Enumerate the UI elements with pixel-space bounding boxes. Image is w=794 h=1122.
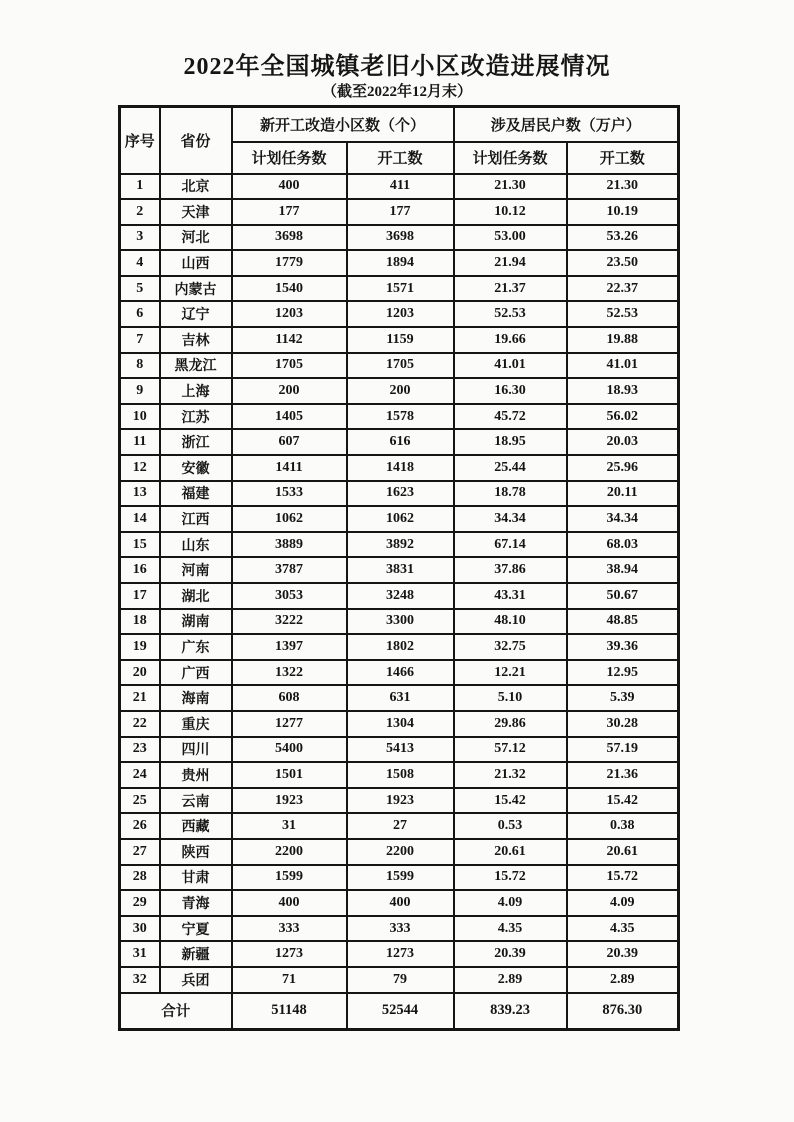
cell-plan-households: 34.34 — [454, 506, 567, 532]
cell-province: 四川 — [160, 737, 232, 763]
cell-start-count: 411 — [347, 174, 454, 200]
cell-plan-count: 608 — [232, 685, 347, 711]
table-row — [120, 557, 679, 583]
cell-province: 山东 — [160, 532, 232, 558]
table-row — [120, 967, 679, 993]
header-start-households: 开工数 — [567, 142, 679, 174]
cell-start-households: 15.42 — [567, 788, 679, 814]
cell-plan-households: 18.78 — [454, 481, 567, 507]
cell-province: 云南 — [160, 788, 232, 814]
cell-province: 河北 — [160, 225, 232, 251]
cell-plan-count: 400 — [232, 890, 347, 916]
cell-plan-count: 1779 — [232, 250, 347, 276]
cell-start-households: 18.93 — [567, 378, 679, 404]
header-seq: 序号 — [120, 107, 160, 174]
cell-province: 内蒙古 — [160, 276, 232, 302]
table-row — [120, 378, 679, 404]
cell-start-households: 4.35 — [567, 916, 679, 942]
cell-seq: 32 — [120, 967, 160, 993]
cell-start-households: 12.95 — [567, 660, 679, 686]
table-row — [120, 250, 679, 276]
cell-seq: 2 — [120, 199, 160, 225]
table-row — [120, 225, 679, 251]
cell-seq: 30 — [120, 916, 160, 942]
cell-start-households: 20.11 — [567, 481, 679, 507]
cell-plan-households: 19.66 — [454, 327, 567, 353]
cell-start-count: 79 — [347, 967, 454, 993]
table-row — [120, 327, 679, 353]
cell-start-households: 5.39 — [567, 685, 679, 711]
cell-start-count: 27 — [347, 813, 454, 839]
cell-start-count: 2200 — [347, 839, 454, 865]
cell-start-households: 20.39 — [567, 941, 679, 967]
cell-seq: 6 — [120, 301, 160, 327]
cell-province: 甘肃 — [160, 865, 232, 891]
cell-start-count: 1203 — [347, 301, 454, 327]
cell-start-households: 25.96 — [567, 455, 679, 481]
cell-start-count: 3300 — [347, 609, 454, 635]
cell-start-households: 57.19 — [567, 737, 679, 763]
table-row — [120, 685, 679, 711]
cell-plan-count: 3698 — [232, 225, 347, 251]
cell-province: 海南 — [160, 685, 232, 711]
cell-plan-count: 3787 — [232, 557, 347, 583]
cell-plan-count: 3053 — [232, 583, 347, 609]
cell-seq: 7 — [120, 327, 160, 353]
cell-plan-households: 2.89 — [454, 967, 567, 993]
cell-seq: 5 — [120, 276, 160, 302]
document-title: 2022年全国城镇老旧小区改造进展情况 — [183, 54, 611, 80]
cell-start-count: 1599 — [347, 865, 454, 891]
header-group-involved-households: 涉及居民户数（万户） — [454, 107, 679, 142]
cell-seq: 29 — [120, 890, 160, 916]
renovation-progress-table — [118, 105, 680, 1031]
cell-plan-households: 43.31 — [454, 583, 567, 609]
document-subtitle: （截至2022年12月末） — [321, 84, 472, 100]
cell-seq: 9 — [120, 378, 160, 404]
cell-start-households: 20.61 — [567, 839, 679, 865]
cell-province: 湖南 — [160, 609, 232, 635]
table-row — [120, 839, 679, 865]
cell-seq: 27 — [120, 839, 160, 865]
cell-plan-households: 21.32 — [454, 762, 567, 788]
cell-plan-households: 18.95 — [454, 429, 567, 455]
cell-plan-households: 20.61 — [454, 839, 567, 865]
cell-plan-count: 3222 — [232, 609, 347, 635]
cell-province: 福建 — [160, 481, 232, 507]
table-row — [120, 583, 679, 609]
table-row — [120, 609, 679, 635]
cell-seq: 10 — [120, 404, 160, 430]
table-row — [120, 532, 679, 558]
cell-start-count: 1623 — [347, 481, 454, 507]
header-row-group — [120, 107, 679, 142]
cell-province: 江苏 — [160, 404, 232, 430]
cell-seq: 20 — [120, 660, 160, 686]
total-start-households: 876.30 — [567, 993, 679, 1030]
cell-province: 河南 — [160, 557, 232, 583]
cell-start-count: 200 — [347, 378, 454, 404]
cell-province: 兵团 — [160, 967, 232, 993]
table-row — [120, 941, 679, 967]
cell-plan-households: 12.21 — [454, 660, 567, 686]
cell-province: 吉林 — [160, 327, 232, 353]
cell-plan-count: 71 — [232, 967, 347, 993]
cell-province: 宁夏 — [160, 916, 232, 942]
cell-plan-count: 607 — [232, 429, 347, 455]
cell-start-households: 30.28 — [567, 711, 679, 737]
cell-start-count: 1062 — [347, 506, 454, 532]
table-row — [120, 813, 679, 839]
cell-plan-count: 1322 — [232, 660, 347, 686]
cell-province: 陕西 — [160, 839, 232, 865]
cell-plan-count: 31 — [232, 813, 347, 839]
table-row — [120, 429, 679, 455]
cell-start-count: 1159 — [347, 327, 454, 353]
table-row — [120, 865, 679, 891]
table-row — [120, 737, 679, 763]
cell-start-count: 616 — [347, 429, 454, 455]
cell-plan-households: 41.01 — [454, 353, 567, 379]
cell-seq: 18 — [120, 609, 160, 635]
cell-start-households: 15.72 — [567, 865, 679, 891]
table-footer — [120, 993, 679, 1030]
cell-seq: 11 — [120, 429, 160, 455]
cell-start-households: 20.03 — [567, 429, 679, 455]
cell-start-households: 56.02 — [567, 404, 679, 430]
table-row — [120, 353, 679, 379]
cell-start-count: 5413 — [347, 737, 454, 763]
table-row — [120, 788, 679, 814]
table-row — [120, 404, 679, 430]
cell-seq: 12 — [120, 455, 160, 481]
cell-seq: 3 — [120, 225, 160, 251]
cell-province: 贵州 — [160, 762, 232, 788]
cell-start-count: 1923 — [347, 788, 454, 814]
table-row — [120, 174, 679, 200]
cell-plan-count: 1277 — [232, 711, 347, 737]
cell-plan-households: 5.10 — [454, 685, 567, 711]
cell-plan-households: 48.10 — [454, 609, 567, 635]
cell-seq: 23 — [120, 737, 160, 763]
cell-start-count: 1418 — [347, 455, 454, 481]
cell-plan-count: 200 — [232, 378, 347, 404]
cell-start-households: 50.67 — [567, 583, 679, 609]
cell-plan-households: 21.94 — [454, 250, 567, 276]
cell-province: 浙江 — [160, 429, 232, 455]
cell-start-count: 3892 — [347, 532, 454, 558]
cell-start-households: 53.26 — [567, 225, 679, 251]
cell-seq: 28 — [120, 865, 160, 891]
cell-plan-households: 20.39 — [454, 941, 567, 967]
total-plan-count: 51148 — [232, 993, 347, 1030]
cell-start-households: 41.01 — [567, 353, 679, 379]
cell-province: 广西 — [160, 660, 232, 686]
cell-plan-count: 2200 — [232, 839, 347, 865]
total-start-count: 52544 — [347, 993, 454, 1030]
table-row — [120, 276, 679, 302]
cell-start-count: 177 — [347, 199, 454, 225]
cell-province: 辽宁 — [160, 301, 232, 327]
table-row — [120, 660, 679, 686]
cell-province: 新疆 — [160, 941, 232, 967]
cell-seq: 14 — [120, 506, 160, 532]
header-plan-count: 计划任务数 — [232, 142, 347, 174]
cell-plan-count: 1203 — [232, 301, 347, 327]
cell-plan-households: 37.86 — [454, 557, 567, 583]
cell-start-count: 631 — [347, 685, 454, 711]
cell-plan-count: 1501 — [232, 762, 347, 788]
cell-province: 重庆 — [160, 711, 232, 737]
total-label: 合计 — [120, 993, 232, 1030]
cell-plan-count: 177 — [232, 199, 347, 225]
cell-start-households: 23.50 — [567, 250, 679, 276]
cell-province: 天津 — [160, 199, 232, 225]
cell-start-households: 19.88 — [567, 327, 679, 353]
cell-seq: 15 — [120, 532, 160, 558]
total-row — [120, 993, 679, 1030]
cell-plan-households: 15.72 — [454, 865, 567, 891]
cell-province: 上海 — [160, 378, 232, 404]
cell-plan-count: 400 — [232, 174, 347, 200]
cell-start-count: 1705 — [347, 353, 454, 379]
cell-start-households: 48.85 — [567, 609, 679, 635]
cell-plan-count: 1273 — [232, 941, 347, 967]
cell-seq: 17 — [120, 583, 160, 609]
table-row — [120, 301, 679, 327]
cell-start-count: 1304 — [347, 711, 454, 737]
cell-start-count: 3831 — [347, 557, 454, 583]
cell-province: 西藏 — [160, 813, 232, 839]
table-row — [120, 455, 679, 481]
cell-plan-households: 25.44 — [454, 455, 567, 481]
cell-province: 黑龙江 — [160, 353, 232, 379]
table-row — [120, 634, 679, 660]
cell-seq: 26 — [120, 813, 160, 839]
header-province: 省份 — [160, 107, 232, 174]
table-body — [120, 174, 679, 993]
cell-seq: 24 — [120, 762, 160, 788]
cell-province: 湖北 — [160, 583, 232, 609]
total-plan-households: 839.23 — [454, 993, 567, 1030]
cell-start-count: 1273 — [347, 941, 454, 967]
cell-plan-count: 5400 — [232, 737, 347, 763]
cell-plan-households: 57.12 — [454, 737, 567, 763]
table-row — [120, 506, 679, 532]
cell-start-count: 1508 — [347, 762, 454, 788]
cell-plan-households: 4.09 — [454, 890, 567, 916]
cell-province: 山西 — [160, 250, 232, 276]
cell-start-households: 39.36 — [567, 634, 679, 660]
table-row — [120, 762, 679, 788]
cell-start-households: 38.94 — [567, 557, 679, 583]
cell-seq: 4 — [120, 250, 160, 276]
cell-plan-households: 32.75 — [454, 634, 567, 660]
cell-plan-households: 10.12 — [454, 199, 567, 225]
table-row — [120, 481, 679, 507]
cell-plan-count: 1411 — [232, 455, 347, 481]
cell-plan-count: 333 — [232, 916, 347, 942]
cell-start-count: 1802 — [347, 634, 454, 660]
cell-plan-count: 3889 — [232, 532, 347, 558]
cell-start-count: 333 — [347, 916, 454, 942]
cell-province: 江西 — [160, 506, 232, 532]
cell-start-households: 22.37 — [567, 276, 679, 302]
cell-plan-households: 15.42 — [454, 788, 567, 814]
cell-plan-households: 21.30 — [454, 174, 567, 200]
cell-plan-households: 29.86 — [454, 711, 567, 737]
cell-plan-count: 1405 — [232, 404, 347, 430]
cell-start-count: 3248 — [347, 583, 454, 609]
cell-seq: 8 — [120, 353, 160, 379]
cell-plan-count: 1142 — [232, 327, 347, 353]
cell-plan-households: 52.53 — [454, 301, 567, 327]
cell-start-households: 0.38 — [567, 813, 679, 839]
table-row — [120, 890, 679, 916]
cell-seq: 1 — [120, 174, 160, 200]
cell-start-count: 1894 — [347, 250, 454, 276]
header-plan-households: 计划任务数 — [454, 142, 567, 174]
cell-plan-households: 0.53 — [454, 813, 567, 839]
cell-start-households: 4.09 — [567, 890, 679, 916]
header-group-newly-started-communities: 新开工改造小区数（个） — [232, 107, 454, 142]
cell-start-households: 10.19 — [567, 199, 679, 225]
cell-start-households: 68.03 — [567, 532, 679, 558]
cell-plan-households: 21.37 — [454, 276, 567, 302]
cell-start-count: 400 — [347, 890, 454, 916]
cell-seq: 25 — [120, 788, 160, 814]
cell-start-count: 1571 — [347, 276, 454, 302]
cell-start-households: 52.53 — [567, 301, 679, 327]
cell-seq: 16 — [120, 557, 160, 583]
cell-seq: 31 — [120, 941, 160, 967]
cell-plan-households: 67.14 — [454, 532, 567, 558]
cell-plan-count: 1062 — [232, 506, 347, 532]
cell-province: 北京 — [160, 174, 232, 200]
cell-plan-households: 45.72 — [454, 404, 567, 430]
cell-start-count: 1578 — [347, 404, 454, 430]
cell-plan-count: 1397 — [232, 634, 347, 660]
cell-seq: 22 — [120, 711, 160, 737]
cell-start-count: 3698 — [347, 225, 454, 251]
cell-seq: 21 — [120, 685, 160, 711]
table-header — [120, 107, 679, 174]
cell-plan-count: 1705 — [232, 353, 347, 379]
cell-start-households: 21.30 — [567, 174, 679, 200]
cell-plan-households: 53.00 — [454, 225, 567, 251]
cell-start-households: 34.34 — [567, 506, 679, 532]
cell-seq: 19 — [120, 634, 160, 660]
cell-plan-households: 4.35 — [454, 916, 567, 942]
cell-plan-count: 1599 — [232, 865, 347, 891]
cell-start-count: 1466 — [347, 660, 454, 686]
cell-province: 青海 — [160, 890, 232, 916]
cell-province: 安徽 — [160, 455, 232, 481]
cell-plan-households: 16.30 — [454, 378, 567, 404]
cell-start-households: 21.36 — [567, 762, 679, 788]
cell-plan-count: 1533 — [232, 481, 347, 507]
cell-start-households: 2.89 — [567, 967, 679, 993]
cell-seq: 13 — [120, 481, 160, 507]
header-start-count: 开工数 — [347, 142, 454, 174]
cell-plan-count: 1540 — [232, 276, 347, 302]
table-row — [120, 711, 679, 737]
cell-province: 广东 — [160, 634, 232, 660]
table-row — [120, 199, 679, 225]
cell-plan-count: 1923 — [232, 788, 347, 814]
table-row — [120, 916, 679, 942]
